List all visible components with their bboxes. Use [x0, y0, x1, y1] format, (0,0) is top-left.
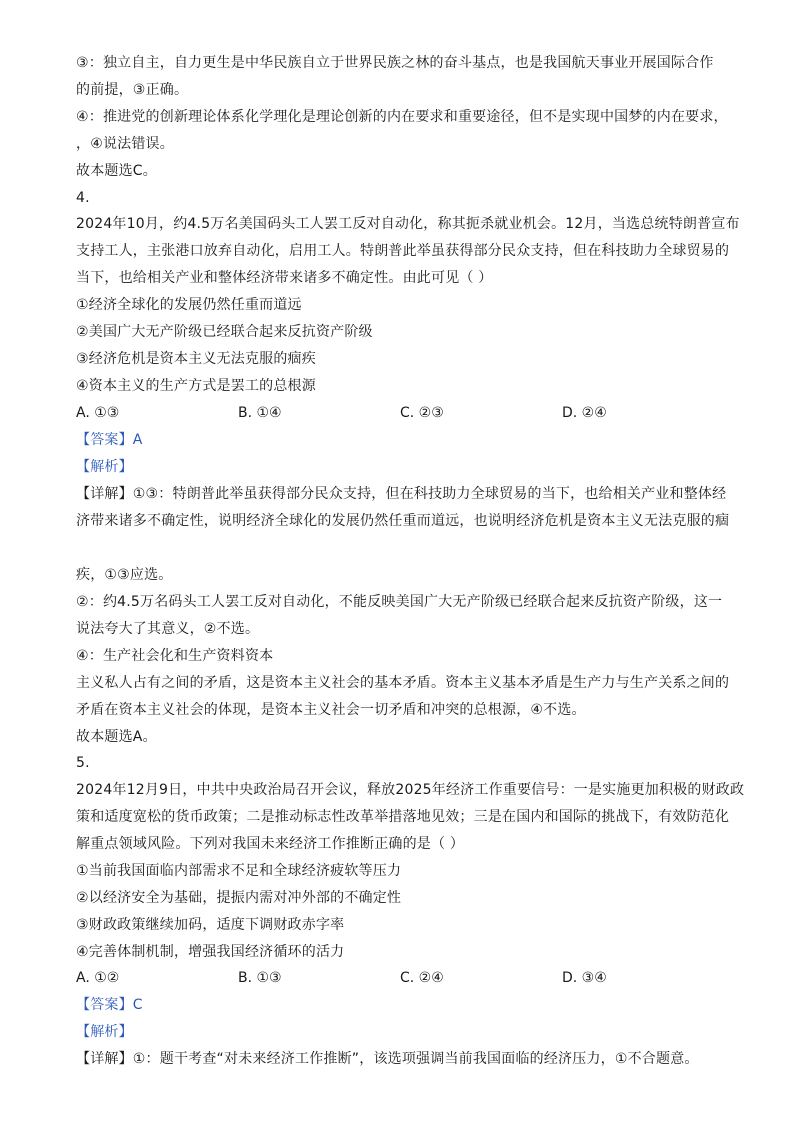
option-b: B. ①④	[238, 405, 282, 421]
answer-label: 【答案】A	[76, 432, 143, 448]
question-number: 4.	[76, 190, 90, 206]
analysis-label: 【解析】	[76, 459, 133, 475]
question-stem: 当下，也给相关产业和整体经济带来诸多不确定性。由此可见（ ）	[76, 270, 493, 286]
analysis-text: 矛盾在资本主义社会的体现，是资本主义社会一切矛盾和冲突的总根源，④不选。	[76, 702, 586, 718]
option-d: D. ③④	[562, 970, 607, 986]
option-c: C. ②③	[400, 405, 444, 421]
statement-item: ①经济全球化的发展仍然任重而道远	[76, 297, 302, 313]
analysis-text: 济带来诸多不确定性，说明经济全球化的发展仍然任重而道远，也说明经济危机是资本主义无法克服的痼	[76, 513, 730, 529]
statement-item: ④资本主义的生产方式是罢工的总根源	[76, 378, 316, 394]
question-stem: 2024年12月9日，中共中央政治局召开会议，释放2025年经济工作重要信号：一是实施更加积极的财政政	[76, 782, 745, 798]
option-a: A. ①②	[76, 970, 120, 986]
option-b: B. ①③	[238, 970, 282, 986]
analysis-text: 主义私人占有之间的矛盾，这是资本主义社会的基本矛盾。资本主义基本矛盾是生产力与生产关系之间的	[76, 675, 730, 691]
analysis-text: 说法夸大了其意义，②不选。	[76, 621, 260, 637]
analysis-text: ②：约4.5万名码头工人罢工反对自动化，不能反映美国广大无产阶级已经联合起来反抗资产阶级，这一	[76, 594, 723, 610]
question-stem: 2024年10月，约4.5万名美国码头工人罢工反对自动化，称其扼杀就业机会。12月，当选总统特朗普宣布	[76, 216, 740, 232]
statement-item: ③财政政策继续加码，适度下调财政赤字率	[76, 917, 345, 933]
option-d: D. ②④	[562, 405, 607, 421]
text-line: 的前提，③正确。	[76, 82, 189, 98]
analysis-label: 【解析】	[76, 1024, 133, 1040]
statement-item: ①当前我国面临内部需求不足和全球经济疲软等压力	[76, 863, 402, 879]
text-line: 故本题选C。	[76, 163, 157, 179]
question-number: 5.	[76, 755, 90, 771]
question-stem: 策和适度宽松的货币政策；二是推动标志性改革举措落地见效；三是在国内和国际的挑战下，有效防范化	[76, 809, 730, 825]
statement-item: ③经济危机是资本主义无法克服的痼疾	[76, 351, 316, 367]
analysis-text: ④：生产社会化和生产资料资本	[76, 648, 274, 664]
analysis-text: 疾，①③应选。	[76, 567, 173, 583]
text-line: ③：独立自主，自力更生是中华民族自立于世界民族之林的奋斗基点，也是我国航天事业开展国际合作	[76, 55, 714, 71]
option-a: A. ①③	[76, 405, 120, 421]
answer-options	[76, 403, 716, 423]
text-line: 故本题选A。	[76, 729, 157, 745]
statement-item: ④完善体制机制，增强我国经济循环的活力	[76, 944, 345, 960]
statement-item: ②美国广大无产阶级已经联合起来反抗资产阶级	[76, 324, 373, 340]
question-stem: 支持工人，主张港口放弃自动化，启用工人。特朗普此举虽获得部分民众支持，但在科技助力全球贸易的	[76, 243, 730, 259]
text-line: ，④说法错误。	[76, 136, 174, 152]
analysis-text: 【详解】①③：特朗普此举虽获得部分民众支持，但在科技助力全球贸易的当下，也给相关产业和整体经	[76, 486, 727, 502]
answer-label: 【答案】C	[76, 997, 143, 1013]
option-c: C. ②④	[400, 970, 444, 986]
question-stem: 解重点领域风险。下列对我国未来经济工作推断正确的是（ ）	[76, 836, 465, 852]
answer-options	[76, 968, 716, 988]
analysis-text: 【详解】①：题干考查“对未来经济工作推断”，该选项强调当前我国面临的经济压力，①不合题意。	[76, 1051, 699, 1067]
statement-item: ②以经济安全为基础，提振内需对冲外部的不确定性	[76, 890, 402, 906]
text-line: ④：推进党的创新理论体系化学理化是理论创新的内在要求和重要途径，但不是实现中国梦的内在要求，	[76, 109, 728, 125]
